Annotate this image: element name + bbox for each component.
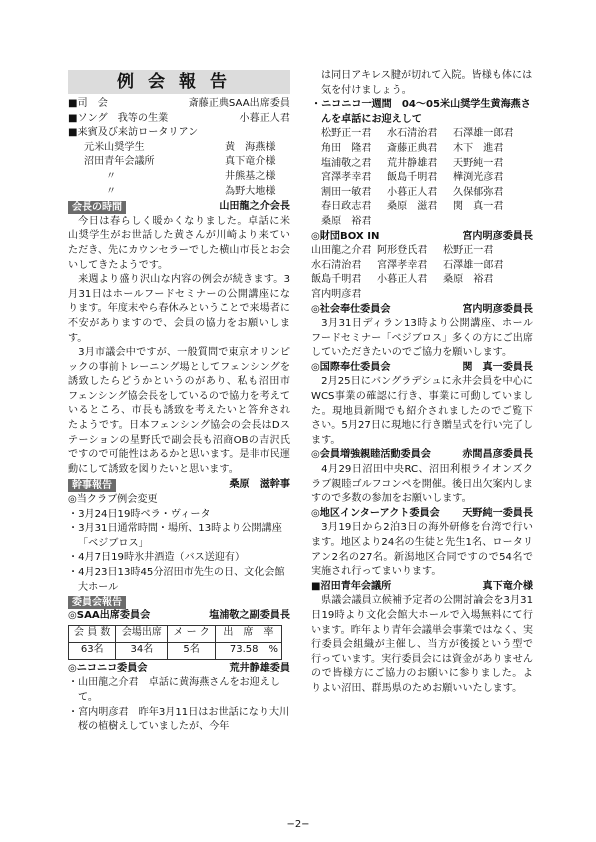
name-entry: 水石清治君: [387, 128, 438, 140]
committee-chair: 関 真一委員長: [462, 361, 533, 373]
info-value: 斎藤正典SAA出席委員: [188, 98, 290, 109]
interact-committee-header: [311, 507, 533, 522]
list-item: ・4月23日13時45分沼田市先生の日、文化会館大ホール: [68, 567, 285, 593]
name-entry: 松野正一君: [443, 245, 494, 257]
committee-name: ◎社会奉仕委員会: [311, 303, 391, 315]
committee-chair: 真下竜介様: [482, 580, 533, 592]
table-header: 出 席 率: [215, 625, 281, 642]
member-committee-header: [311, 448, 533, 463]
name-entry: 木下 進君: [453, 142, 504, 154]
right-column: [311, 69, 533, 697]
name-entry: 荒井静雄君: [387, 157, 438, 169]
name-entry: 飯島千明君: [311, 274, 362, 286]
committee-name: ■沼田青年会議所: [311, 580, 392, 592]
committee-name: ◎国際奉仕委員会: [311, 361, 391, 373]
guest-org: 〃: [106, 185, 117, 197]
name-entry: 小暮正人君: [377, 274, 428, 286]
section-tag: 委員会報告: [68, 596, 126, 609]
info-guests: [68, 126, 290, 141]
info-mc: [68, 97, 290, 112]
intl-committee-header: [311, 361, 533, 376]
list-item: ・3月24日19時ベラ・ヴィータ: [68, 508, 211, 520]
name-entry: 飯島千明君: [387, 172, 438, 184]
paragraph: 3月31日ディラン13時より公開講座、ホールフードセミナー「ベジブロス」多くの方にご出席していただきたいのでご協力を願いします。: [311, 318, 533, 359]
guest-org: 〃: [106, 170, 117, 182]
guest-name: 井熊基之様: [225, 170, 276, 182]
committee-name: ◎ニコニコ委員会: [68, 662, 148, 674]
speaker: 山田龍之介会長: [219, 201, 290, 213]
committee-chair: 天野純一委員長: [462, 507, 533, 519]
guest-row: [68, 155, 290, 170]
name-entry: 小暮正人君: [387, 186, 438, 198]
committee-chair: 宮内明彦委員長: [462, 303, 533, 315]
committee-chair: 宮内明彦委員長: [462, 230, 533, 242]
committee-name: ◎SAA出席委員会: [68, 610, 151, 622]
guest-org: 沼田青年会議所: [84, 156, 155, 168]
info-label: ■司 会: [68, 98, 108, 109]
table-header: メ ー ク: [168, 625, 215, 642]
paragraph: 3月19日から2泊3日の海外研修を台湾で行います。地区より24名の生徒と先生1名、ロータリアン2名の27名。新潟地区合同ですので54名で実施され行ってまいります。: [311, 522, 533, 578]
guest-org: 元米山奨学生: [84, 141, 145, 153]
name-entry: 石澤雄一郎君: [443, 259, 504, 271]
guest-name: 真下竜介様: [225, 156, 276, 168]
committee-chair: 荒井静雄委員: [229, 662, 290, 674]
name-entry: 斎藤正典君: [387, 142, 438, 154]
name-entry: 天野純一君: [453, 157, 504, 169]
name-entry: 松野正一君: [321, 128, 372, 140]
list-item: ・宮内明彦君 昨年3月11日はお世話になり大川桜の植樹えしていましたが、今年: [68, 706, 290, 733]
name-entry: 桑原 滋君: [387, 201, 438, 213]
table-cell: 63名: [69, 642, 116, 659]
speaker: 桑原 滋幹事: [229, 479, 290, 491]
table-cell: 5名: [168, 642, 215, 659]
page-title: 例会報告: [68, 70, 290, 94]
left-column: [68, 70, 290, 735]
secretary-header: [68, 478, 290, 493]
list-item: ・3月31日通常時間・場所、13時より公開講座「ベジブロス」: [68, 523, 282, 549]
guest-name: 為野大地様: [225, 185, 276, 197]
name-entry: 宮澤孝幸君: [321, 172, 372, 184]
paragraph: 県議会議員立候補予定者の公開討論会を3月31日19時より文化会館大ホールで入場無料にて行います。昨年より青年会議単会事業ではなく、実行委員会組織が主催し、当方が後援という型で行っています。実行委員会には資金がありませんので皆様方にご協力のお願いに参りました。よりよい沼田、群馬県のためお願いいたします。: [311, 595, 533, 694]
committee-chair: 赤間昌彦委員長: [462, 449, 533, 461]
social-committee-header: [311, 303, 533, 318]
committee-chair: 塩浦敬之副委員長: [209, 610, 290, 622]
name-entry: 桑原 裕君: [443, 274, 494, 286]
info-song: [68, 112, 290, 127]
page-number: −2−: [286, 819, 310, 830]
guest-row: [68, 170, 290, 185]
table-header: 会 員 数: [69, 625, 116, 642]
name-entry: 角田 隆君: [321, 142, 372, 154]
name-entry: 宮澤孝幸君: [377, 259, 428, 271]
attendance-table: [68, 625, 282, 660]
guest-row: [68, 185, 290, 200]
table-header: 会場出席: [116, 625, 168, 642]
paragraph: 来週より盛り沢山な内容の例会が続きます。3月31日はホールフードセミナーの公開講座になります。年度末やら春休みということで来場者に不安がありますので、会員の協力をお願いします。: [68, 274, 290, 344]
president-header: [68, 200, 290, 215]
paragraph: 2月25日にバングラデシュに永井会員を中心にWCS事業の確認に行き、事業に可動していました。現地員新聞でも紹介されましたのでご覧下さい。5月27日に現地に行き贈呈式を行い完了します。: [311, 376, 533, 446]
list-item: ◎当クラブ例会変更: [68, 494, 158, 506]
committee-header: [68, 596, 290, 609]
table-cell: 34名: [116, 642, 168, 659]
name-entry: 割田一敏君: [321, 186, 372, 198]
table-cell: 73.58 %: [215, 642, 281, 659]
section-tag: 会長の時間: [68, 201, 126, 214]
list-item: ・4月7日19時氷井酒造（バス送迎有）: [68, 552, 246, 564]
name-entry: 関 真一君: [453, 201, 504, 213]
name-entry: 水石清治君: [311, 259, 362, 271]
nico-name-list: [311, 127, 533, 229]
paragraph: 3月市議会中ですが、一般質問で東京オリンピックの事前トレーニング場としてフェンシングを誘致したらどうかというのがあり、私も沼田市フェンシング協会長をしているので協力を考えているところ、市長も誘致を考えたいと答弁されたようです。日本フェンシング協会の会長はDステーションの星野氏で副会長も沼商OBの吉沢氏ですので可能性はあるかと思います。是非市民運動にして誘致を図りたいと思います。: [68, 347, 290, 475]
name-entry: 久保郁弥君: [453, 186, 504, 198]
list-item: ・山田龍之介君 卓話に黄海燕さんをお迎えして。: [68, 677, 280, 703]
name-entry: 春日政志君: [321, 201, 372, 213]
info-label: ■来賓及び来訪ロータリアン: [68, 127, 199, 139]
name-entry: 山田龍之介君: [311, 245, 372, 257]
name-entry: 塩浦敬之君: [321, 157, 372, 169]
name-entry: 宮内明彦君: [311, 288, 362, 300]
name-entry: 樺渕光彦君: [453, 172, 504, 184]
continued-text: は同日アキレス腱が切れて入院。皆様も体には気を付けましょう。: [321, 70, 533, 96]
committee-name: ◎財団BOX IN: [311, 230, 380, 242]
section-tag: 幹事報告: [68, 479, 116, 492]
table-row: [69, 642, 282, 659]
name-entry: 阿形登氏君: [377, 245, 428, 257]
box-name-list: [311, 244, 533, 302]
committee-name: ◎地区インターアクト委員会: [311, 507, 440, 519]
committee-name: ◎会員増強親睦活動委員会: [311, 449, 431, 461]
info-value: 小暮正人君: [239, 112, 290, 124]
jc-header: [311, 580, 533, 595]
nico-week-heading: ・ニコニコ一週間 04〜05米山奨学生黄海燕さんを卓話にお迎えして: [311, 99, 531, 125]
guest-row: [68, 141, 290, 156]
paragraph: 4月29日沼田中央RC、沼田利根ライオンズクラブ親睦ゴルフコンペを開催。後日出欠案内しますので多数の参加をお願いします。: [311, 464, 533, 505]
table-header-row: [69, 625, 282, 642]
name-entry: 桑原 裕君: [321, 215, 372, 227]
saa-committee-header: [68, 609, 290, 624]
guest-name: 黄 海燕様: [225, 141, 276, 153]
info-label: ■ソング 我等の生業: [68, 112, 169, 124]
name-entry: 石澤雄一郎君: [453, 128, 514, 140]
box-committee-header: [311, 230, 533, 245]
nico-committee-header: [68, 662, 290, 677]
paragraph: 今日は春らしく暖かくなりました。卓話に米山奨学生がお世話した黄さんが川崎より来ていただき、先にカウンセラーでした横山市長とお会いしてきたようです。: [68, 215, 290, 271]
